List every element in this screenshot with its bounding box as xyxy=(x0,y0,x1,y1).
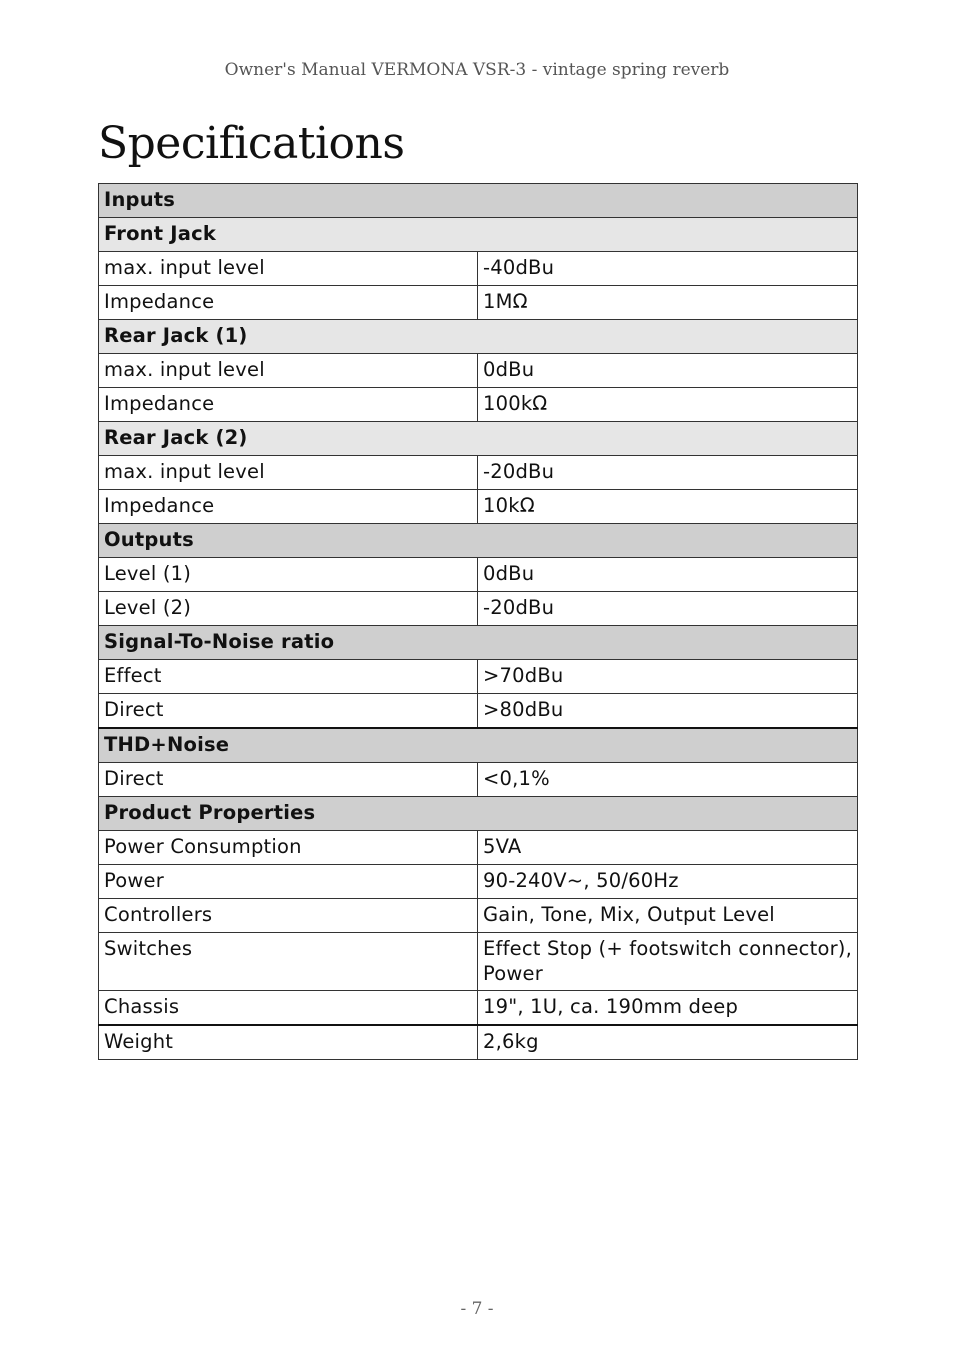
spec-value: 2,6kg xyxy=(478,1025,858,1060)
subsection-title: Rear Jack (2) xyxy=(99,422,858,456)
spec-value: 5VA xyxy=(478,831,858,865)
table-row xyxy=(99,592,858,626)
spec-label: Weight xyxy=(99,1025,478,1060)
table-row xyxy=(99,899,858,933)
spec-label: Switches xyxy=(99,933,478,991)
subsection-title: Rear Jack (1) xyxy=(99,320,858,354)
spec-label: Power xyxy=(99,865,478,899)
spec-label: Level (2) xyxy=(99,592,478,626)
spec-label: Effect xyxy=(99,660,478,694)
spec-label: Impedance xyxy=(99,490,478,524)
spec-label: Controllers xyxy=(99,899,478,933)
spec-label: Impedance xyxy=(99,388,478,422)
spec-label: Direct xyxy=(99,763,478,797)
table-row xyxy=(99,558,858,592)
spec-value: -20dBu xyxy=(478,456,858,490)
table-row xyxy=(99,354,858,388)
table-row xyxy=(99,1025,858,1060)
spec-value: 100kΩ xyxy=(478,388,858,422)
running-header: Owner's Manual VERMONA VSR-3 - vintage spring reverb xyxy=(224,60,730,80)
spec-value: Gain, Tone, Mix, Output Level xyxy=(478,899,858,933)
spec-value: >70dBu xyxy=(478,660,858,694)
table-row xyxy=(99,388,858,422)
table-row xyxy=(99,252,858,286)
spec-value: <0,1% xyxy=(478,763,858,797)
table-row xyxy=(99,831,858,865)
spec-label: Chassis xyxy=(99,991,478,1026)
table-row xyxy=(99,933,858,991)
section-title: Signal-To-Noise ratio xyxy=(99,626,858,660)
section-signal-to-noise xyxy=(99,626,858,660)
spec-value: -20dBu xyxy=(478,592,858,626)
spec-value: 0dBu xyxy=(478,558,858,592)
section-title: THD+Noise xyxy=(99,728,858,763)
table-row xyxy=(99,286,858,320)
spec-label: Direct xyxy=(99,694,478,729)
spec-label: Power Consumption xyxy=(99,831,478,865)
spec-value: 90-240V~, 50/60Hz xyxy=(478,865,858,899)
page-title: Specifications xyxy=(98,118,405,169)
spec-value: >80dBu xyxy=(478,694,858,729)
section-title: Inputs xyxy=(99,184,858,218)
subsection-front-jack xyxy=(99,218,858,252)
section-thd-noise xyxy=(99,728,858,763)
specifications-table xyxy=(98,183,858,1060)
section-title: Outputs xyxy=(99,524,858,558)
spec-value: 1MΩ xyxy=(478,286,858,320)
spec-value: 19", 1U, ca. 190mm deep xyxy=(478,991,858,1026)
table-row xyxy=(99,490,858,524)
spec-label: max. input level xyxy=(99,252,478,286)
section-product-properties xyxy=(99,797,858,831)
spec-label: max. input level xyxy=(99,456,478,490)
table-row xyxy=(99,456,858,490)
spec-value: 10kΩ xyxy=(478,490,858,524)
table-row xyxy=(99,865,858,899)
spec-value: -40dBu xyxy=(478,252,858,286)
table-row xyxy=(99,991,858,1026)
subsection-title: Front Jack xyxy=(99,218,858,252)
subsection-rear-jack-1 xyxy=(99,320,858,354)
table-row xyxy=(99,660,858,694)
spec-value: 0dBu xyxy=(478,354,858,388)
table-row xyxy=(99,763,858,797)
spec-label: Level (1) xyxy=(99,558,478,592)
spec-label: max. input level xyxy=(99,354,478,388)
spec-value: Effect Stop (+ footswitch connector), Power xyxy=(478,933,858,991)
spec-label: Impedance xyxy=(99,286,478,320)
section-outputs xyxy=(99,524,858,558)
subsection-rear-jack-2 xyxy=(99,422,858,456)
section-title: Product Properties xyxy=(99,797,858,831)
table-row xyxy=(99,694,858,729)
page-number: - 7 - xyxy=(460,1299,494,1319)
section-inputs xyxy=(99,184,858,218)
